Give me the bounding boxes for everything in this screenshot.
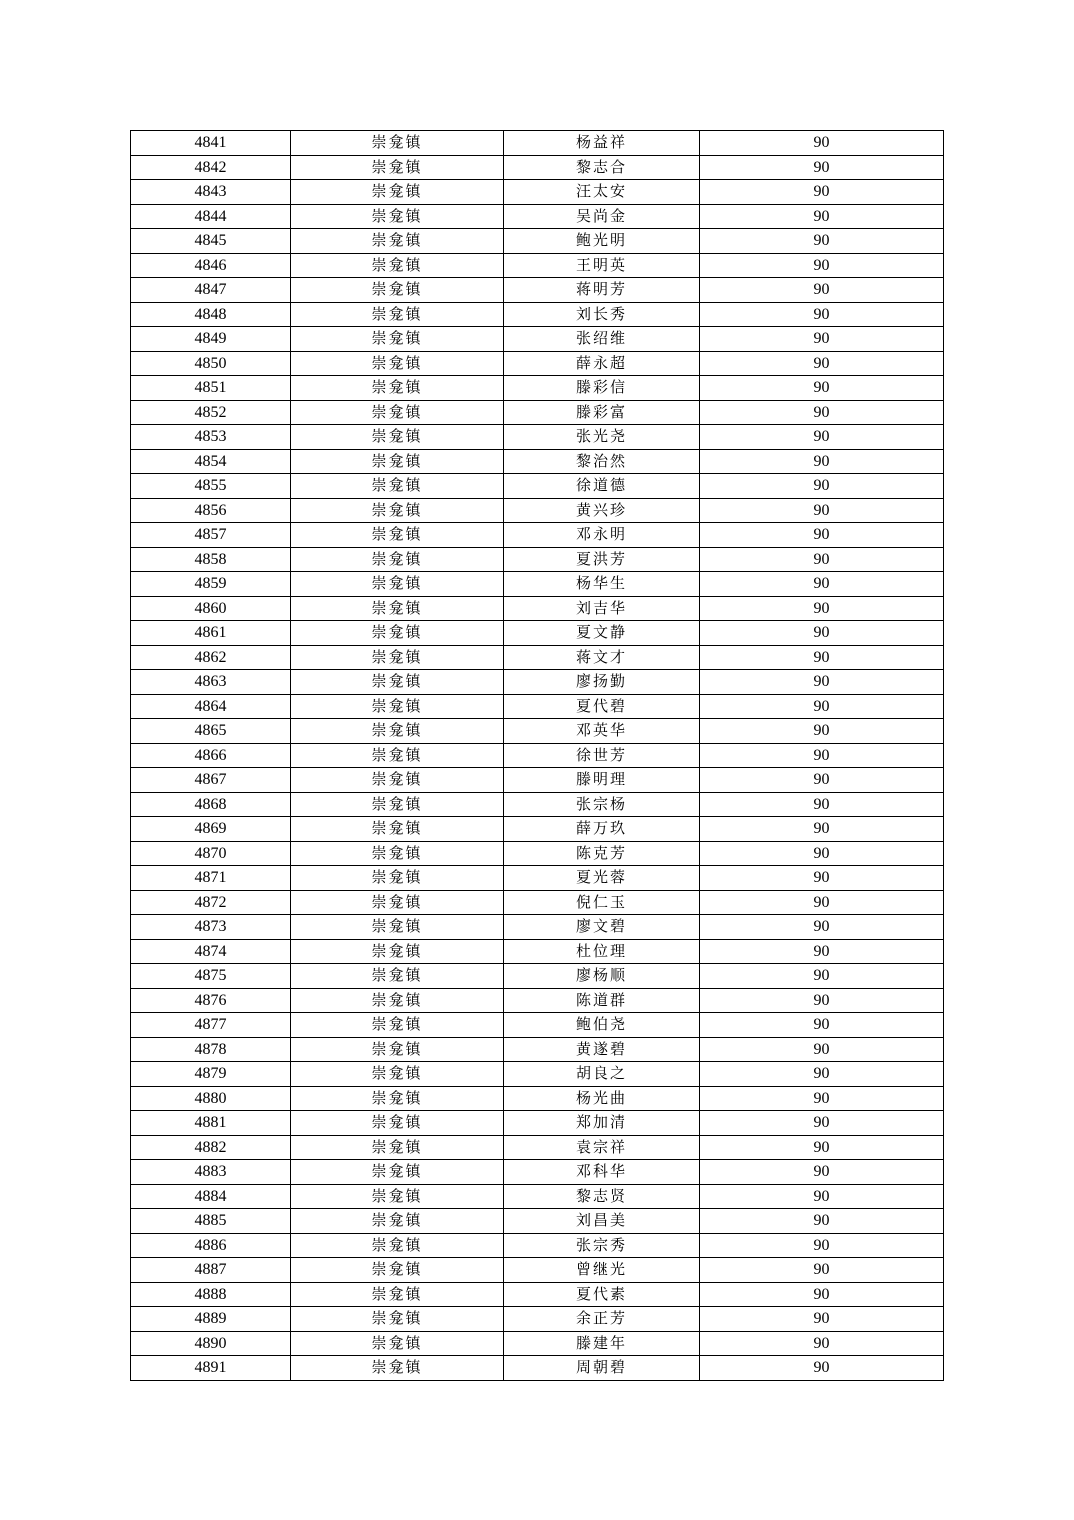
person-name-cell: 邓英华 — [504, 719, 700, 744]
town-cell: 崇龛镇 — [291, 890, 504, 915]
town-cell: 崇龛镇 — [291, 180, 504, 205]
town-cell: 崇龛镇 — [291, 694, 504, 719]
person-name-cell: 黎志贤 — [504, 1184, 700, 1209]
table-row — [131, 1184, 944, 1209]
serial-number-cell: 4856 — [131, 498, 291, 523]
table-row — [131, 1111, 944, 1136]
town-cell: 崇龛镇 — [291, 1160, 504, 1185]
serial-number-cell: 4885 — [131, 1209, 291, 1234]
amount-cell: 90 — [700, 817, 944, 842]
person-name-cell: 徐道德 — [504, 474, 700, 499]
amount-cell: 90 — [700, 1062, 944, 1087]
serial-number-cell: 4845 — [131, 229, 291, 254]
table-row — [131, 866, 944, 891]
amount-cell: 90 — [700, 425, 944, 450]
town-cell: 崇龛镇 — [291, 498, 504, 523]
town-cell: 崇龛镇 — [291, 1062, 504, 1087]
person-name-cell: 吴尚金 — [504, 204, 700, 229]
table-row — [131, 645, 944, 670]
town-cell: 崇龛镇 — [291, 523, 504, 548]
amount-cell: 90 — [700, 1307, 944, 1332]
person-name-cell: 夏代素 — [504, 1282, 700, 1307]
town-cell: 崇龛镇 — [291, 1233, 504, 1258]
serial-number-cell: 4843 — [131, 180, 291, 205]
amount-cell: 90 — [700, 400, 944, 425]
town-cell: 崇龛镇 — [291, 278, 504, 303]
amount-cell: 90 — [700, 523, 944, 548]
town-cell: 崇龛镇 — [291, 449, 504, 474]
table-row — [131, 915, 944, 940]
table-row — [131, 131, 944, 156]
table-row — [131, 1086, 944, 1111]
table-row — [131, 302, 944, 327]
town-cell: 崇龛镇 — [291, 939, 504, 964]
table-row — [131, 670, 944, 695]
amount-cell: 90 — [700, 278, 944, 303]
amount-cell: 90 — [700, 743, 944, 768]
amount-cell: 90 — [700, 596, 944, 621]
table-row — [131, 204, 944, 229]
serial-number-cell: 4869 — [131, 817, 291, 842]
person-name-cell: 张宗秀 — [504, 1233, 700, 1258]
table-row — [131, 939, 944, 964]
person-name-cell: 滕彩富 — [504, 400, 700, 425]
amount-cell: 90 — [700, 155, 944, 180]
serial-number-cell: 4851 — [131, 376, 291, 401]
person-name-cell: 滕建年 — [504, 1331, 700, 1356]
amount-cell: 90 — [700, 204, 944, 229]
town-cell: 崇龛镇 — [291, 866, 504, 891]
person-name-cell: 蒋文才 — [504, 645, 700, 670]
town-cell: 崇龛镇 — [291, 1331, 504, 1356]
amount-cell: 90 — [700, 841, 944, 866]
serial-number-cell: 4857 — [131, 523, 291, 548]
person-name-cell: 廖杨顺 — [504, 964, 700, 989]
person-name-cell: 杨益祥 — [504, 131, 700, 156]
serial-number-cell: 4877 — [131, 1013, 291, 1038]
amount-cell: 90 — [700, 1209, 944, 1234]
serial-number-cell: 4865 — [131, 719, 291, 744]
town-cell: 崇龛镇 — [291, 155, 504, 180]
table-row — [131, 327, 944, 352]
serial-number-cell: 4841 — [131, 131, 291, 156]
serial-number-cell: 4844 — [131, 204, 291, 229]
town-cell: 崇龛镇 — [291, 743, 504, 768]
serial-number-cell: 4850 — [131, 351, 291, 376]
person-name-cell: 张绍维 — [504, 327, 700, 352]
amount-cell: 90 — [700, 988, 944, 1013]
amount-cell: 90 — [700, 572, 944, 597]
person-name-cell: 薛万玖 — [504, 817, 700, 842]
amount-cell: 90 — [700, 449, 944, 474]
person-name-cell: 刘长秀 — [504, 302, 700, 327]
table-row — [131, 376, 944, 401]
serial-number-cell: 4881 — [131, 1111, 291, 1136]
amount-cell: 90 — [700, 670, 944, 695]
amount-cell: 90 — [700, 327, 944, 352]
table-row — [131, 523, 944, 548]
amount-cell: 90 — [700, 915, 944, 940]
person-name-cell: 杜位理 — [504, 939, 700, 964]
table-row — [131, 743, 944, 768]
table-row — [131, 351, 944, 376]
person-name-cell: 邓科华 — [504, 1160, 700, 1185]
town-cell: 崇龛镇 — [291, 1184, 504, 1209]
amount-cell: 90 — [700, 890, 944, 915]
town-cell: 崇龛镇 — [291, 253, 504, 278]
amount-cell: 90 — [700, 180, 944, 205]
serial-number-cell: 4853 — [131, 425, 291, 450]
table-row — [131, 719, 944, 744]
person-name-cell: 夏文静 — [504, 621, 700, 646]
serial-number-cell: 4887 — [131, 1258, 291, 1283]
table-row — [131, 792, 944, 817]
person-name-cell: 薛永超 — [504, 351, 700, 376]
serial-number-cell: 4882 — [131, 1135, 291, 1160]
town-cell: 崇龛镇 — [291, 719, 504, 744]
serial-number-cell: 4871 — [131, 866, 291, 891]
serial-number-cell: 4858 — [131, 547, 291, 572]
person-name-cell: 黄兴珍 — [504, 498, 700, 523]
serial-number-cell: 4849 — [131, 327, 291, 352]
person-name-cell: 廖文碧 — [504, 915, 700, 940]
town-cell: 崇龛镇 — [291, 1013, 504, 1038]
amount-cell: 90 — [700, 1135, 944, 1160]
serial-number-cell: 4875 — [131, 964, 291, 989]
town-cell: 崇龛镇 — [291, 1135, 504, 1160]
town-cell: 崇龛镇 — [291, 1282, 504, 1307]
person-name-cell: 夏光蓉 — [504, 866, 700, 891]
serial-number-cell: 4874 — [131, 939, 291, 964]
town-cell: 崇龛镇 — [291, 915, 504, 940]
table-row — [131, 180, 944, 205]
serial-number-cell: 4861 — [131, 621, 291, 646]
person-name-cell: 滕明理 — [504, 768, 700, 793]
table-row — [131, 1356, 944, 1381]
table-row — [131, 1258, 944, 1283]
serial-number-cell: 4859 — [131, 572, 291, 597]
town-cell: 崇龛镇 — [291, 302, 504, 327]
amount-cell: 90 — [700, 1111, 944, 1136]
table-row — [131, 498, 944, 523]
table-row — [131, 1037, 944, 1062]
serial-number-cell: 4880 — [131, 1086, 291, 1111]
amount-cell: 90 — [700, 621, 944, 646]
person-name-cell: 廖扬勤 — [504, 670, 700, 695]
amount-cell: 90 — [700, 939, 944, 964]
serial-number-cell: 4862 — [131, 645, 291, 670]
person-name-cell: 张宗杨 — [504, 792, 700, 817]
town-cell: 崇龛镇 — [291, 1086, 504, 1111]
amount-cell: 90 — [700, 229, 944, 254]
person-name-cell: 杨华生 — [504, 572, 700, 597]
person-name-cell: 刘昌美 — [504, 1209, 700, 1234]
table-row — [131, 278, 944, 303]
amount-cell: 90 — [700, 474, 944, 499]
amount-cell: 90 — [700, 302, 944, 327]
table-row — [131, 1233, 944, 1258]
amount-cell: 90 — [700, 964, 944, 989]
serial-number-cell: 4860 — [131, 596, 291, 621]
town-cell: 崇龛镇 — [291, 645, 504, 670]
table-row — [131, 1013, 944, 1038]
person-name-cell: 郑加清 — [504, 1111, 700, 1136]
amount-cell: 90 — [700, 1258, 944, 1283]
serial-number-cell: 4884 — [131, 1184, 291, 1209]
serial-number-cell: 4863 — [131, 670, 291, 695]
table-row — [131, 229, 944, 254]
serial-number-cell: 4886 — [131, 1233, 291, 1258]
town-cell: 崇龛镇 — [291, 572, 504, 597]
person-name-cell: 周朝碧 — [504, 1356, 700, 1381]
town-cell: 崇龛镇 — [291, 1356, 504, 1381]
person-name-cell: 黄遂碧 — [504, 1037, 700, 1062]
person-name-cell: 陈道群 — [504, 988, 700, 1013]
table-row — [131, 841, 944, 866]
person-name-cell: 蒋明芳 — [504, 278, 700, 303]
roster-table-body — [131, 131, 944, 1381]
amount-cell: 90 — [700, 645, 944, 670]
amount-cell: 90 — [700, 768, 944, 793]
table-row — [131, 1209, 944, 1234]
town-cell: 崇龛镇 — [291, 474, 504, 499]
amount-cell: 90 — [700, 694, 944, 719]
amount-cell: 90 — [700, 351, 944, 376]
amount-cell: 90 — [700, 376, 944, 401]
person-name-cell: 汪太安 — [504, 180, 700, 205]
serial-number-cell: 4848 — [131, 302, 291, 327]
town-cell: 崇龛镇 — [291, 768, 504, 793]
town-cell: 崇龛镇 — [291, 817, 504, 842]
town-cell: 崇龛镇 — [291, 376, 504, 401]
table-row — [131, 964, 944, 989]
town-cell: 崇龛镇 — [291, 841, 504, 866]
amount-cell: 90 — [700, 1037, 944, 1062]
person-name-cell: 滕彩信 — [504, 376, 700, 401]
table-row — [131, 988, 944, 1013]
person-name-cell: 鲍光明 — [504, 229, 700, 254]
town-cell: 崇龛镇 — [291, 1037, 504, 1062]
person-name-cell: 杨光曲 — [504, 1086, 700, 1111]
serial-number-cell: 4855 — [131, 474, 291, 499]
serial-number-cell: 4854 — [131, 449, 291, 474]
amount-cell: 90 — [700, 1086, 944, 1111]
serial-number-cell: 4879 — [131, 1062, 291, 1087]
serial-number-cell: 4872 — [131, 890, 291, 915]
serial-number-cell: 4842 — [131, 155, 291, 180]
table-row — [131, 425, 944, 450]
amount-cell: 90 — [700, 1233, 944, 1258]
amount-cell: 90 — [700, 498, 944, 523]
town-cell: 崇龛镇 — [291, 131, 504, 156]
table-row — [131, 572, 944, 597]
town-cell: 崇龛镇 — [291, 229, 504, 254]
table-row — [131, 474, 944, 499]
serial-number-cell: 4878 — [131, 1037, 291, 1062]
town-cell: 崇龛镇 — [291, 1111, 504, 1136]
town-cell: 崇龛镇 — [291, 964, 504, 989]
table-row — [131, 596, 944, 621]
table-row — [131, 768, 944, 793]
serial-number-cell: 4866 — [131, 743, 291, 768]
person-name-cell: 胡良之 — [504, 1062, 700, 1087]
town-cell: 崇龛镇 — [291, 204, 504, 229]
table-row — [131, 621, 944, 646]
serial-number-cell: 4891 — [131, 1356, 291, 1381]
amount-cell: 90 — [700, 1331, 944, 1356]
table-row — [131, 449, 944, 474]
town-cell: 崇龛镇 — [291, 400, 504, 425]
town-cell: 崇龛镇 — [291, 988, 504, 1013]
town-cell: 崇龛镇 — [291, 425, 504, 450]
town-cell: 崇龛镇 — [291, 1209, 504, 1234]
serial-number-cell: 4888 — [131, 1282, 291, 1307]
serial-number-cell: 4876 — [131, 988, 291, 1013]
serial-number-cell: 4873 — [131, 915, 291, 940]
amount-cell: 90 — [700, 131, 944, 156]
town-cell: 崇龛镇 — [291, 1258, 504, 1283]
table-row — [131, 694, 944, 719]
town-cell: 崇龛镇 — [291, 596, 504, 621]
person-name-cell: 夏洪芳 — [504, 547, 700, 572]
roster-table — [130, 130, 944, 1381]
table-row — [131, 890, 944, 915]
table-row — [131, 817, 944, 842]
town-cell: 崇龛镇 — [291, 547, 504, 572]
serial-number-cell: 4890 — [131, 1331, 291, 1356]
table-row — [131, 547, 944, 572]
town-cell: 崇龛镇 — [291, 351, 504, 376]
serial-number-cell: 4847 — [131, 278, 291, 303]
table-row — [131, 1135, 944, 1160]
person-name-cell: 刘吉华 — [504, 596, 700, 621]
person-name-cell: 曾继光 — [504, 1258, 700, 1283]
serial-number-cell: 4864 — [131, 694, 291, 719]
table-row — [131, 400, 944, 425]
person-name-cell: 王明英 — [504, 253, 700, 278]
table-row — [131, 1307, 944, 1332]
amount-cell: 90 — [700, 719, 944, 744]
serial-number-cell: 4867 — [131, 768, 291, 793]
person-name-cell: 倪仁玉 — [504, 890, 700, 915]
serial-number-cell: 4846 — [131, 253, 291, 278]
table-row — [131, 1160, 944, 1185]
town-cell: 崇龛镇 — [291, 792, 504, 817]
table-row — [131, 253, 944, 278]
amount-cell: 90 — [700, 1184, 944, 1209]
amount-cell: 90 — [700, 792, 944, 817]
serial-number-cell: 4870 — [131, 841, 291, 866]
amount-cell: 90 — [700, 253, 944, 278]
person-name-cell: 夏代碧 — [504, 694, 700, 719]
person-name-cell: 余正芳 — [504, 1307, 700, 1332]
person-name-cell: 邓永明 — [504, 523, 700, 548]
town-cell: 崇龛镇 — [291, 1307, 504, 1332]
person-name-cell: 鲍伯尧 — [504, 1013, 700, 1038]
amount-cell: 90 — [700, 1160, 944, 1185]
amount-cell: 90 — [700, 866, 944, 891]
amount-cell: 90 — [700, 1356, 944, 1381]
amount-cell: 90 — [700, 1282, 944, 1307]
person-name-cell: 黎治然 — [504, 449, 700, 474]
town-cell: 崇龛镇 — [291, 327, 504, 352]
amount-cell: 90 — [700, 1013, 944, 1038]
serial-number-cell: 4889 — [131, 1307, 291, 1332]
amount-cell: 90 — [700, 547, 944, 572]
town-cell: 崇龛镇 — [291, 621, 504, 646]
person-name-cell: 张光尧 — [504, 425, 700, 450]
person-name-cell: 陈克芳 — [504, 841, 700, 866]
table-row — [131, 1331, 944, 1356]
person-name-cell: 黎志合 — [504, 155, 700, 180]
serial-number-cell: 4852 — [131, 400, 291, 425]
serial-number-cell: 4883 — [131, 1160, 291, 1185]
serial-number-cell: 4868 — [131, 792, 291, 817]
person-name-cell: 袁宗祥 — [504, 1135, 700, 1160]
table-row — [131, 1062, 944, 1087]
town-cell: 崇龛镇 — [291, 670, 504, 695]
table-row — [131, 1282, 944, 1307]
person-name-cell: 徐世芳 — [504, 743, 700, 768]
table-row — [131, 155, 944, 180]
